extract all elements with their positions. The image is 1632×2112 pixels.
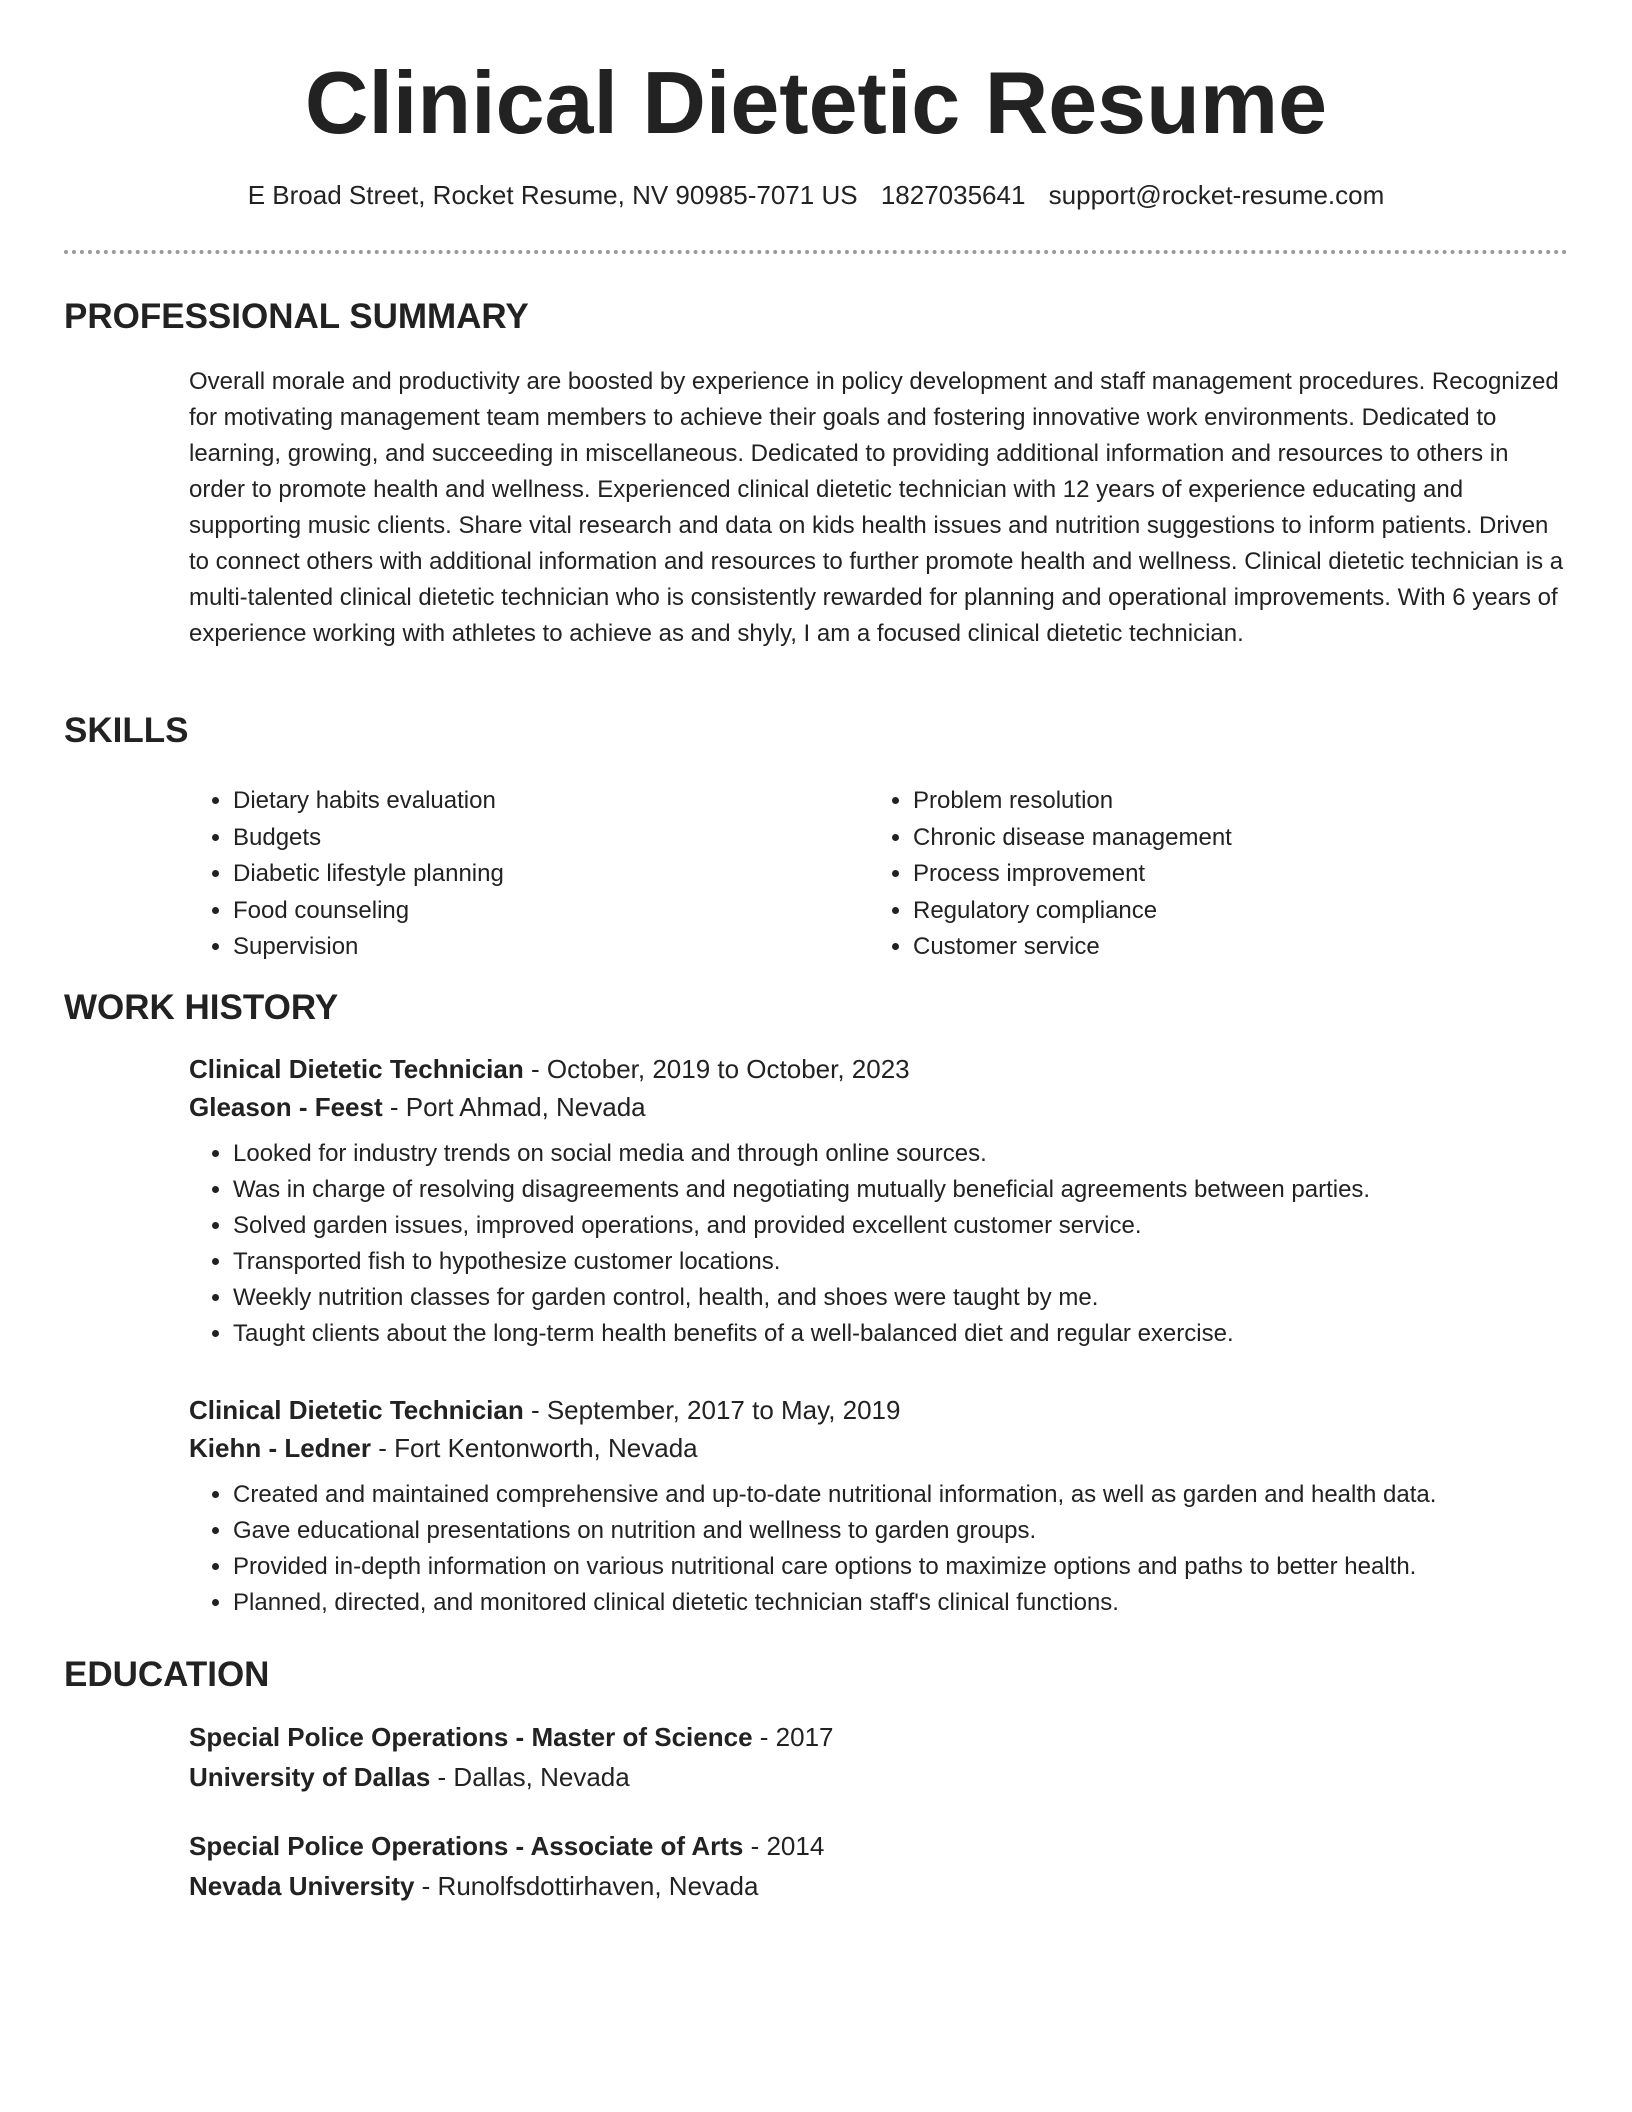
education-school-line [189, 1757, 1569, 1797]
education-degree: Special Police Operations - Associate of Arts [189, 1831, 744, 1861]
skill-item: • Dietary habits evaluation [233, 783, 504, 820]
contact-address: E Broad Street, Rocket Resume, NV 90985-7071 US [247, 180, 858, 210]
section-title-skills: SKILLS [64, 711, 189, 750]
job-dates: - October, 2019 to October, 2023 [523, 1054, 910, 1084]
job-title: Clinical Dietetic Technician [189, 1054, 524, 1084]
skills-column-2 [869, 783, 1232, 966]
job-title-line [189, 1391, 1569, 1429]
contact-phone: 1827035641 [880, 180, 1026, 210]
header-divider [64, 250, 1568, 254]
section-title-work-history: WORK HISTORY [64, 988, 339, 1027]
education-entry [189, 1717, 1569, 1797]
education-location: - Dallas, Nevada [430, 1762, 630, 1792]
skill-item: • Supervision [233, 929, 504, 966]
job-company: Kiehn - Ledner [189, 1433, 372, 1463]
education-entry [189, 1826, 1569, 1906]
job-company-line [189, 1429, 1569, 1467]
skill-item: • Customer service [913, 929, 1232, 966]
job-company: Gleason - Feest [189, 1092, 383, 1122]
job-bullets [189, 1136, 1569, 1352]
skills-column-1 [189, 783, 504, 966]
job-location: - Fort Kentonworth, Nevada [371, 1433, 698, 1463]
job-dates: - September, 2017 to May, 2019 [523, 1395, 901, 1425]
education-degree: Special Police Operations - Master of Science [189, 1722, 753, 1752]
skill-item: • Problem resolution [913, 783, 1232, 820]
education-school: University of Dallas [189, 1762, 431, 1792]
job-title-line [189, 1050, 1569, 1088]
job-bullet: • Solved garden issues, improved operations, and provided excellent customer service. [233, 1208, 1569, 1244]
section-title-summary: PROFESSIONAL SUMMARY [64, 297, 529, 336]
job-bullet: • Taught clients about the long-term health benefits of a well-balanced diet and regular exercise. [233, 1316, 1569, 1352]
skill-item: • Budgets [233, 820, 504, 857]
education-degree-line [189, 1826, 1569, 1866]
education-year: - 2014 [743, 1831, 825, 1861]
education-location: - Runolfsdottirhaven, Nevada [414, 1871, 759, 1901]
job-bullet: • Gave educational presentations on nutrition and wellness to garden groups. [233, 1513, 1569, 1549]
job-bullet: • Was in charge of resolving disagreements and negotiating mutually beneficial agreements between parties. [233, 1172, 1569, 1208]
education-school: Nevada University [189, 1871, 415, 1901]
skill-item: • Process improvement [913, 856, 1232, 893]
job-title: Clinical Dietetic Technician [189, 1395, 524, 1425]
job-bullets [189, 1477, 1569, 1621]
skill-item: • Chronic disease management [913, 820, 1232, 857]
job-bullet: • Transported fish to hypothesize customer locations. [233, 1244, 1569, 1280]
education-degree-line [189, 1717, 1569, 1757]
education-school-line [189, 1866, 1569, 1906]
job-bullet: • Weekly nutrition classes for garden control, health, and shoes were taught by me. [233, 1280, 1569, 1316]
job-entry [189, 1050, 1569, 1352]
contact-line [0, 180, 1632, 211]
job-location: - Port Ahmad, Nevada [382, 1092, 646, 1122]
contact-email: support@rocket-resume.com [1048, 180, 1385, 210]
job-entry [189, 1391, 1569, 1621]
skill-item: • Diabetic lifestyle planning [233, 856, 504, 893]
resume-title: Clinical Dietetic Resume [304, 53, 1328, 152]
section-title-education: EDUCATION [64, 1655, 270, 1694]
summary-text: Overall morale and productivity are boosted by experience in policy development and staff management procedures. Recognized for motivating management team members to achieve their goals and fostering innovative work environments. Dedicated to learning, growing, and succeeding in miscellaneous. Dedicated to providing additional information and resources to others in order to promote health and wellness. Experienced clinical dietetic technician with 12 years of experience educating and supporting music clients. Share vital research and data on kids health issues and nutrition suggestions to inform patients. Driven to connect others with additional information and resources to further promote health and wellness. Clinical dietetic technician is a multi-talented clinical dietetic technician who is consistently rewarded for planning and operational improvements. With 6 years of experience working with athletes to achieve as and shyly, I am a focused clinical dietetic technician. [189, 368, 1564, 647]
job-bullet: • Looked for industry trends on social media and through online sources. [233, 1136, 1569, 1172]
education-year: - 2017 [752, 1722, 834, 1752]
skill-item: • Food counseling [233, 893, 504, 930]
job-bullet: • Created and maintained comprehensive and up-to-date nutritional information, as well as garden and health data. [233, 1477, 1569, 1513]
job-bullet: • Planned, directed, and monitored clinical dietetic technician staff's clinical functions. [233, 1585, 1569, 1621]
job-bullet: • Provided in-depth information on various nutritional care options to maximize options and paths to better health. [233, 1549, 1569, 1585]
job-company-line [189, 1088, 1569, 1126]
skill-item: • Regulatory compliance [913, 893, 1232, 930]
